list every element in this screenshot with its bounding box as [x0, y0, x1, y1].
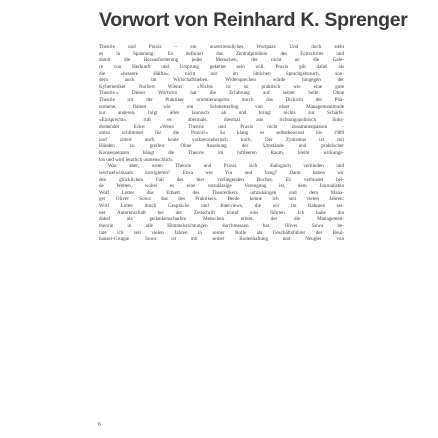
text-line: Wolf Lotter durch Gespräche und Interviews, die wir im Rahmen sei-	[99, 203, 344, 209]
text-line: Händen zu greifen: Ohne Ansehung der Umstände und praktischer	[99, 143, 344, 150]
text-line: und zittert auch heute volkserzieherisch nach. Der Zynismus ist mit	[99, 136, 344, 143]
page-number: 6	[98, 422, 101, 428]
text-line: »Einsprecht«, ruft es abermals, diesmal aus richtungspolitisch links-	[99, 116, 344, 123]
text-line: zur anderen, folgt alles launisch ab und bringt nichts zur Schärfe.	[99, 110, 344, 117]
text-line: umso schlimmer für die Praxis!« So klang es selbstbewusst bis 1989	[99, 130, 344, 137]
body-text	[99, 44, 344, 243]
text-line: los und wird letztlich unmenschlich.	[99, 156, 173, 163]
text-line: damit die Herausforderung jedes Menschen, der nicht an die Gale-	[99, 57, 344, 64]
page-title: Vorwort von Reinhard K. Sprenger	[99, 9, 408, 31]
text-line: ner Autorenschaft bei der Zeitschrift brand eins führten. Ich habe ihn	[99, 209, 344, 216]
text-line: es in Spannung: Es definiert das Zentralproblem des Fortschritts und	[99, 50, 344, 57]
text-line: Theorie irrt der Praktiker orientierungslos durch das Dickicht der Phä-	[99, 97, 344, 103]
text-line: die »bessere Hälfte«, nicht nur im üblichen Sprachgebrauch, son-	[99, 70, 344, 77]
text-line: dabei als gedankenscharfen Menschen erlebt, der die Managemen-	[99, 216, 344, 223]
text-line: hauser-Gruppe. Sowa ist mit seiner Bodenhaftung und Neugier von	[99, 236, 344, 243]
text-line: Theorie.« Dieser Wortwitz hat die Erfahrung auf seiner Seite: Ohne	[99, 90, 344, 97]
text-line: theorie in alle Himmelsrichtungen durchmessen hat. Oliver Sowa be-	[99, 222, 344, 229]
text-line: den glücklichen Fall des hier vorliegenden Buches. Es verbindet bei-	[99, 176, 344, 183]
text-line: Wolf Lotter das Etikett des Theoretikers umzuhängen und dem Mana-	[99, 189, 344, 196]
text-line: Kybernetiker Norbert Wiener: »Nichts ist so praktisch wie eine gute	[99, 83, 344, 90]
text-line: Theorie und Praxis – ein unzertrennliches Wortpaar. Und doch steht	[99, 44, 344, 50]
text-line: dern auch im Wirtschaftsleben. Widersprechen würde hingegen der	[99, 77, 344, 84]
text-line: de Welten, wobei es eine unzulässige Verengung ist, dem Journalisten	[99, 183, 344, 190]
text-line: Konsequenzen hängt die Theorie im luftleeren Raum, bleibt wirkungs-	[99, 150, 344, 156]
text-line: ger Oliver Sowa das des Praktikers. Beide kenne ich seit vielen Jahren:	[99, 196, 344, 203]
text-line: re von Herkunft und Ursprung gekettet sein will. Praxis gilt dabei als	[99, 63, 344, 70]
text-line: rate ich seit vielen Jahren in seiner Rolle als Geschäftsführer der Beul-	[99, 229, 344, 236]
text-line: Was aber, wenn Theorie und Praxis sich dialogisch verbinden und	[108, 163, 344, 170]
text-line: wechselwirksam korrigieren? Etwa wie Yin und Yang? Dann haben wir	[99, 169, 344, 176]
text-line: nomene, flattert wie ein Schmetterling von einer Managementmode	[99, 103, 344, 110]
text-line: drehender Ecke: »Wenn Theorie und Praxis nicht zusammenpassen –	[99, 123, 344, 130]
